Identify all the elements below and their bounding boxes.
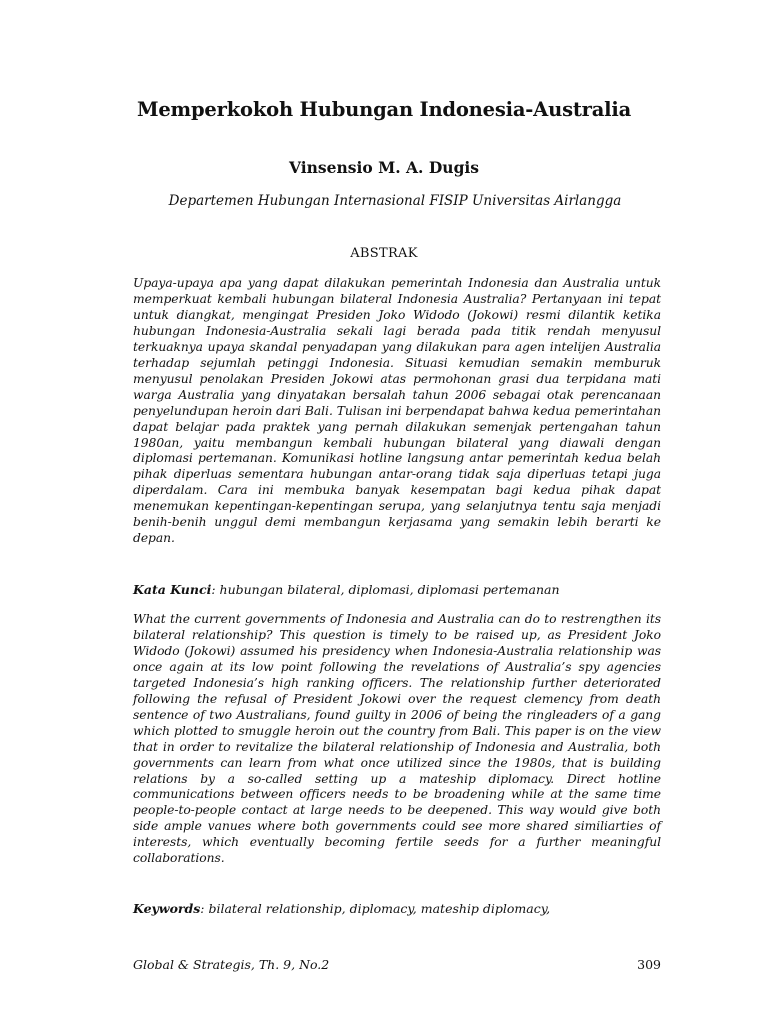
abstract-english: What the current governments of Indonesia and Australia can do to restrengthen its bilateral relationship? This question is timely to be raised up, as President Joko Widodo (Jokowi) assumed his presidency when Indonesia-Australia relationship was once again at its low point following the revelations of Australia’s spy agencies targeted Indonesia’s high ranking officers. The relationship further deteriorated following the refusal of President Jokowi over the request clemency from death sentence of two Australians, found guilty in 2006 of being the ringleaders of a gang which plotted to smuggle heroin out the country from Bali. This paper is on the view that in order to revitalize the bilateral relationship of Indonesia and Australia, both governments can learn from what once utilized since the 1980s, that is building relations by a so-called setting up a mateship diplomacy. Direct hotline communications between officers needs to be broadening while at the same time people-to-people contact at large needs to be deepened. This way would give both side ample vanues where both governments could see more shared similiarties of interests, which eventually becoming fertile seeds for a further meaningful collaborations.: [133, 612, 661, 866]
keywords-english: [133, 901, 673, 917]
author-affiliation: Departemen Hubungan Internasional FISIP Universitas Airlangga: [168, 193, 622, 209]
keywords-label: Keywords: [133, 901, 201, 916]
author-name: Vinsensio M. A. Dugis: [288, 158, 480, 177]
abstract-indonesian: Upaya-upaya apa yang dapat dilakukan pemerintah Indonesia dan Australia untuk memperkuat kembali hubungan bilateral Indonesia Australia? Pertanyaan ini tepat untuk diangkat, mengingat Presiden Joko Widodo (Jokowi) resmi dilantik ketika hubungan Indonesia-Australia sekali lagi berada pada titik rendah menyusul terkuaknya upaya skandal penyadapan yang dilakukan para agen intelijen Australia terhadap sejumlah petinggi Indonesia. Situasi kemudian semakin memburuk menyusul penolakan Presiden Jokowi atas permohonan grasi dua terpidana mati warga Australia yang dinyatakan bersalah tahun 2006 sebagai otak perencanaan penyelundupan heroin dari Bali. Tulisan ini berpendapat bahwa kedua pemerintahan dapat belajar pada praktek yang pernah dilakukan semenjak pertengahan tahun 1980an, yaitu membangun kembali hubungan bilateral yang diawali dengan diplomasi pertemanan. Komunikasi hotline langsung antar pemerintah kedua belah pihak diperluas sementara hubungan antar-orang tidak saja diperluas tetapi juga diperdalam. Cara ini membuka banyak kesempatan bagi kedua pihak dapat menemukan kepentingan-kepentingan serupa, yang selanjutnya tentu saja menjadi benih-benih unggul demi membangun kerjasama yang semakin lebih berarti ke depan.: [133, 276, 661, 546]
page-number: 309: [637, 957, 661, 972]
article-title: Memperkokoh Hubungan Indonesia-Australia: [136, 98, 632, 121]
keywords-list: : bilateral relationship, diplomacy, mateship diplomacy,: [200, 901, 551, 916]
journal-citation: Global & Strategis, Th. 9, No.2: [133, 957, 330, 972]
keywords-label: Kata Kunci: [133, 582, 212, 597]
keywords-indonesian: [133, 582, 673, 598]
keywords-list: : hubungan bilateral, diplomasi, diplomasi pertemanan: [211, 582, 560, 597]
abstract-heading: ABSTRAK: [350, 246, 418, 261]
